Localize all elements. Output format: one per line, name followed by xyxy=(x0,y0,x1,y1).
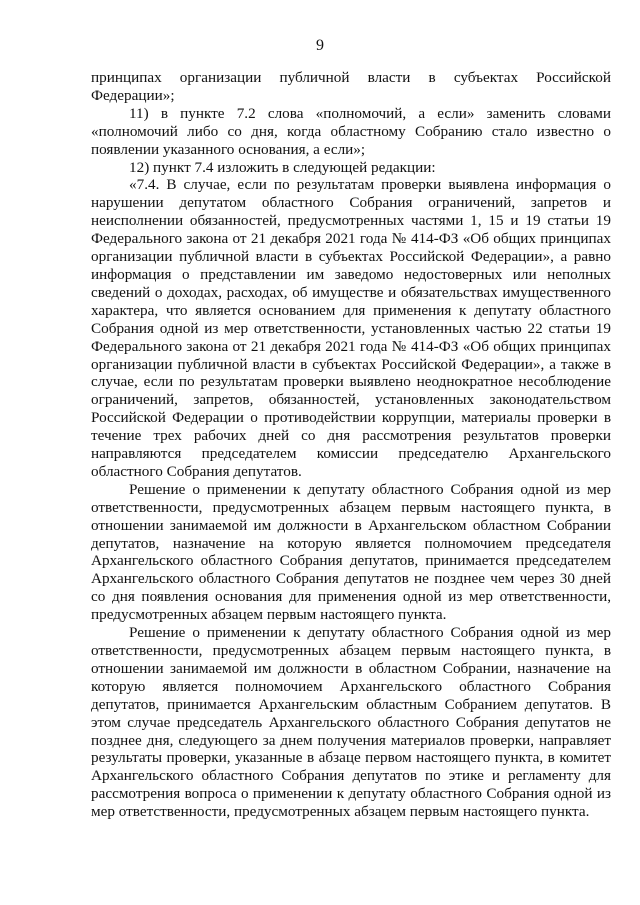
paragraph-clause-7-4: «7.4. В случае, если по результатам проверки выявлена информация о нарушении депутатом областного Собрания ограничений, запретов и неисполнении обязанностей, предусмотренных частями 1, 15 и 19 статьи 19 Федерального закона от 21 декабря 2021 года № 414-ФЗ «Об общих принципах организации публичной власти в субъектах Российской Федерации», а равно информация о представлении им заведомо недостоверных или неполных сведений о доходах, расходах, об имуществе и обязательствах имущественного характера, что является основанием для применения к депутату областного Собрания одной из мер ответственности, установленных частью 22 статьи 19 Федерального закона от 21 декабря 2021 года № 414-ФЗ «Об общих принципах организации публичной власти в субъектах Российской Федерации», а также в случае, если по результатам проверки выявлено неоднократное несоблюдение ограничений, запретов, обязанностей, установленных законодательством Российской Федерации о противодействии коррупции, материалы проверки в течение трех рабочих дней со дня рассмотрения результатов проверки направляются председателем комиссии председателю Архангельского областного Собрания депутатов. xyxy=(91,176,611,480)
page-number: 9 xyxy=(316,37,324,54)
paragraph-decision-assembly: Решение о применении к депутату областного Собрания одной из мер ответственности, предусмотренных абзацем первым настоящего пункта, в отношении занимаемой им должности в областном Собрании, назначение на которую является полномочием Архангельского областного Собрания депутатов, принимается Архангельским областным Собранием депутатов. В этом случае председатель Архангельского областного Собрания депутатов не позднее дня, следующего за днем получения материалов проверки, направляет результаты проверки, указанные в абзаце первом настоящего пункта, в комитет Архангельского областного Собрания депутатов по этике и регламенту для рассмотрения вопроса о применении к депутату областного Собрания одной из мер ответственности, предусмотренных абзацем первым настоящего пункта. xyxy=(91,624,611,821)
document-body xyxy=(91,69,611,821)
paragraph-decision-chairman: Решение о применении к депутату областного Собрания одной из мер ответственности, предусмотренных абзацем первым настоящего пункта, в отношении занимаемой им должности в Архангельском областном Собрании депутатов, назначение на которую является полномочием председателя Архангельского областного Собрания депутатов, принимается председателем Архангельского областного Собрания депутатов не позднее чем через 30 дней со дня появления основания для применения одной из мер ответственности, предусмотренных абзацем первым настоящего пункта. xyxy=(91,480,611,624)
paragraph-item-12: 12) пункт 7.4 изложить в следующей редакции: xyxy=(129,158,436,176)
paragraph-item-11: 11) в пункте 7.2 слова «полномочий, а если» заменить словами «полномочий либо со дня, когда областному Собранию стало известно о появлении указанного основания, а если»; xyxy=(91,104,611,158)
paragraph-continuation: принципах организации публичной власти в субъектах Российской Федерации»; xyxy=(91,69,611,104)
